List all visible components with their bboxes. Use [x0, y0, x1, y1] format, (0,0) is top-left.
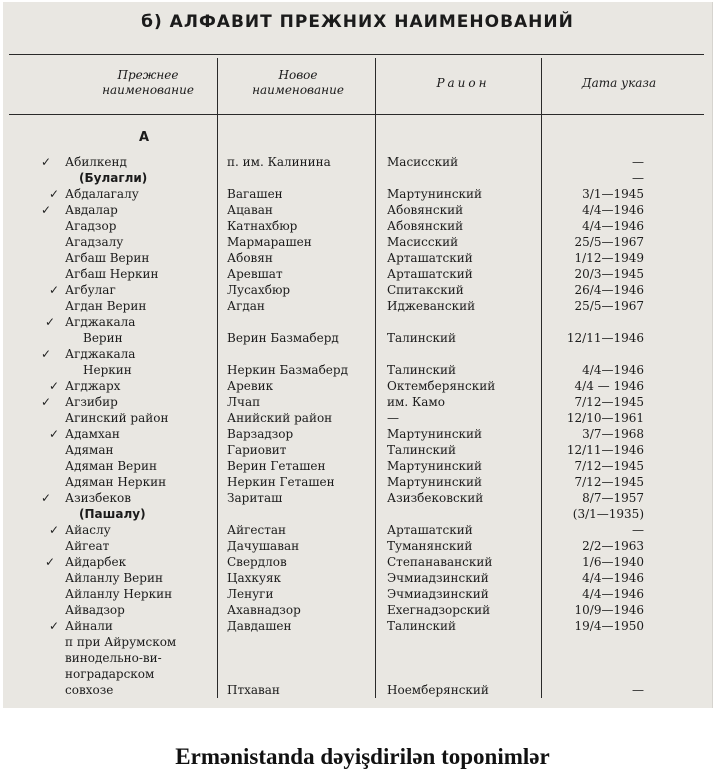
table-row [3, 618, 712, 634]
cell-date: 4/4 — 1946 [574, 379, 644, 393]
table-row [3, 186, 712, 202]
table-row [3, 634, 712, 650]
cell-date: 4/4—1946 [582, 587, 644, 601]
image-caption: Ermənistanda dəyişdirilən toponimlər [175, 744, 550, 769]
cell-date: — [632, 523, 644, 537]
table-row [3, 682, 712, 698]
table-row [3, 170, 712, 186]
cell-old: Агадзалу [65, 235, 124, 249]
cell-date: 4/4—1946 [582, 203, 644, 217]
table-row [3, 458, 712, 474]
handwritten-check-icon: ✓ [49, 427, 60, 441]
table-row [3, 298, 712, 314]
cell-date: 1/12—1949 [574, 251, 644, 265]
table-row [3, 394, 712, 410]
cell-old: совхозе [65, 683, 114, 697]
cell-date: 12/11—1946 [566, 331, 644, 345]
table-row [3, 154, 712, 170]
cell-new: п. им. Калинина [227, 155, 331, 169]
cell-district: Туманянский [387, 539, 473, 553]
cell-old: Верин [83, 331, 123, 345]
cell-district: Ноемберянский [387, 683, 489, 697]
cell-district: Эчмиадзинский [387, 571, 489, 585]
cell-date: 4/4—1946 [582, 571, 644, 585]
cell-district: Талинский [387, 331, 456, 345]
table-row [3, 554, 712, 570]
cell-new: Анийский район [227, 411, 333, 425]
handwritten-check-icon: ✓ [41, 491, 52, 505]
table-top-rule [9, 54, 704, 55]
cell-old: (Пашалу) [79, 507, 146, 521]
cell-date: 3/7—1968 [582, 427, 644, 441]
cell-new: Агдан [227, 299, 265, 313]
cell-old: Адяман [65, 443, 114, 457]
cell-district: Арташатский [387, 523, 473, 537]
cell-district: им. Камо [387, 395, 445, 409]
table-row [3, 234, 712, 250]
cell-new: Давдашен [227, 619, 292, 633]
cell-date: 20/3—1945 [574, 267, 644, 281]
table-row [3, 282, 712, 298]
header-new-name: Новое наименование [252, 68, 344, 97]
cell-district: Спитакский [387, 283, 464, 297]
cell-old: ноградарском [65, 667, 155, 681]
cell-new: Катнахбюр [227, 219, 298, 233]
section-letter: А [139, 130, 150, 145]
handwritten-check-icon: ✓ [41, 395, 52, 409]
cell-old: Айланлу Верин [65, 571, 163, 585]
cell-date: 25/5—1967 [574, 235, 644, 249]
table-row [3, 650, 712, 666]
cell-date: (3/1—1935) [572, 507, 644, 521]
cell-old: Айнали [65, 619, 113, 633]
handwritten-check-icon: ✓ [49, 619, 60, 633]
cell-date: 2/2—1963 [582, 539, 644, 553]
cell-district: — [387, 411, 399, 425]
cell-district: Абовянский [387, 203, 464, 217]
cell-old: винодельно-ви- [65, 651, 162, 665]
cell-district: Масисский [387, 155, 459, 169]
cell-date: 12/11—1946 [566, 443, 644, 457]
cell-new: Верин Геташен [227, 459, 326, 473]
cell-district: Иджеванский [387, 299, 476, 313]
cell-district: Мартунинский [387, 187, 483, 201]
header-date: Дата указа [581, 76, 657, 90]
table-row [3, 330, 712, 346]
table-row [3, 666, 712, 682]
cell-new: Ленуги [227, 587, 274, 601]
cell-district: Талинский [387, 619, 456, 633]
cell-old: Агдан Верин [65, 299, 147, 313]
table-header-rule [9, 114, 704, 115]
cell-old: Айланлу Неркин [65, 587, 173, 601]
table-row [3, 362, 712, 378]
cell-district: Мартунинский [387, 427, 483, 441]
table-row [3, 426, 712, 442]
cell-old: Азизбеков [65, 491, 131, 505]
cell-district: Мартунинский [387, 475, 483, 489]
cell-old: п при Айрумском [65, 635, 177, 649]
cell-new: Мармарашен [227, 235, 312, 249]
cell-new: Зариташ [227, 491, 283, 505]
cell-district: Мартунинский [387, 459, 483, 473]
cell-old: Агинский район [65, 411, 169, 425]
cell-new: Верин Базмаберд [227, 331, 339, 345]
cell-district: Абовянский [387, 219, 464, 233]
cell-old: Агбулаг [65, 283, 116, 297]
cell-new: Неркин Геташен [227, 475, 335, 489]
cell-old: Абдалагалу [65, 187, 139, 201]
cell-old: Авдалар [65, 203, 118, 217]
table-row [3, 250, 712, 266]
scanned-document [3, 2, 713, 708]
handwritten-check-icon: ✓ [49, 523, 60, 537]
table-row [3, 506, 712, 522]
document-title: б) АЛФАВИТ ПРЕЖНИХ НАИМЕНОВАНИЙ [141, 12, 574, 32]
cell-old: Адяман Верин [65, 459, 157, 473]
table-row [3, 490, 712, 506]
handwritten-check-icon: ✓ [45, 555, 56, 569]
cell-district: Арташатский [387, 267, 473, 281]
cell-old: Агджакала [65, 315, 136, 329]
header-district: Раион [436, 76, 490, 90]
cell-date: 8/7—1957 [582, 491, 644, 505]
cell-date: 19/4—1950 [574, 619, 644, 633]
table-row [3, 474, 712, 490]
cell-new: Гариовит [227, 443, 287, 457]
cell-old: Неркин [83, 363, 132, 377]
cell-old: Абилкенд [65, 155, 127, 169]
cell-date: 7/12—1945 [574, 395, 644, 409]
cell-old: Айгеат [65, 539, 110, 553]
cell-new: Дачушаван [227, 539, 300, 553]
cell-date: 1/6—1940 [582, 555, 644, 569]
cell-date: 25/5—1967 [574, 299, 644, 313]
cell-new: Лусахбюр [227, 283, 291, 297]
cell-district: Степанаванский [387, 555, 493, 569]
cell-district: Азизбековский [387, 491, 484, 505]
header-old-name: Прежнее наименование [102, 68, 194, 97]
cell-old: Айаслу [65, 523, 111, 537]
handwritten-check-icon: ✓ [45, 315, 56, 329]
cell-old: Агбаш Верин [65, 251, 150, 265]
handwritten-check-icon: ✓ [49, 283, 60, 297]
handwritten-check-icon: ✓ [41, 347, 52, 361]
cell-old: Агджакала [65, 347, 136, 361]
cell-old: Агзибир [65, 395, 118, 409]
handwritten-check-icon: ✓ [41, 155, 52, 169]
cell-date: 10/9—1946 [574, 603, 644, 617]
table-row [3, 570, 712, 586]
cell-old: Айдарбек [65, 555, 127, 569]
table-row [3, 314, 712, 330]
table-row [3, 522, 712, 538]
handwritten-check-icon: ✓ [49, 187, 60, 201]
cell-new: Неркин Базмаберд [227, 363, 348, 377]
cell-district: Арташатский [387, 251, 473, 265]
cell-date: 3/1—1945 [582, 187, 644, 201]
table-row [3, 410, 712, 426]
handwritten-check-icon: ✓ [41, 203, 52, 217]
table-row [3, 586, 712, 602]
cell-new: Свердлов [227, 555, 287, 569]
cell-date: 26/4—1946 [574, 283, 644, 297]
cell-old: (Булагли) [79, 171, 148, 185]
cell-new: Абовян [227, 251, 273, 265]
cell-old: Агадзор [65, 219, 117, 233]
cell-new: Вагашен [227, 187, 283, 201]
table-row [3, 378, 712, 394]
cell-new: Птхаван [227, 683, 280, 697]
cell-new: Цахкуяк [227, 571, 282, 585]
table-row [3, 442, 712, 458]
cell-new: Айгестан [227, 523, 286, 537]
cell-date: 7/12—1945 [574, 475, 644, 489]
cell-new: Варзадзор [227, 427, 294, 441]
cell-old: Агджарх [65, 379, 121, 393]
cell-new: Аревик [227, 379, 274, 393]
cell-district: Масисский [387, 235, 459, 249]
cell-date: — [632, 171, 644, 185]
cell-date: 4/4—1946 [582, 219, 644, 233]
cell-old: Айвадзор [65, 603, 125, 617]
cell-district: Талинский [387, 363, 456, 377]
cell-district: Ехегнадзорский [387, 603, 491, 617]
cell-district: Октемберянский [387, 379, 496, 393]
cell-district: Эчмиадзинский [387, 587, 489, 601]
cell-date: — [632, 155, 644, 169]
cell-new: Ацаван [227, 203, 273, 217]
cell-old: Адяман Неркин [65, 475, 167, 489]
cell-new: Лчап [227, 395, 261, 409]
table-row [3, 218, 712, 234]
cell-date: 12/10—1961 [566, 411, 644, 425]
cell-new: Ахавнадзор [227, 603, 301, 617]
table-row [3, 266, 712, 282]
cell-date: 7/12—1945 [574, 459, 644, 473]
cell-old: Агбаш Неркин [65, 267, 159, 281]
table-row [3, 202, 712, 218]
table-row [3, 346, 712, 362]
handwritten-check-icon: ✓ [49, 379, 60, 393]
cell-new: Аревшат [227, 267, 283, 281]
cell-date: — [632, 683, 644, 697]
cell-date: 4/4—1946 [582, 363, 644, 377]
table-row [3, 538, 712, 554]
cell-district: Талинский [387, 443, 456, 457]
table-row [3, 602, 712, 618]
cell-old: Адамхан [65, 427, 120, 441]
